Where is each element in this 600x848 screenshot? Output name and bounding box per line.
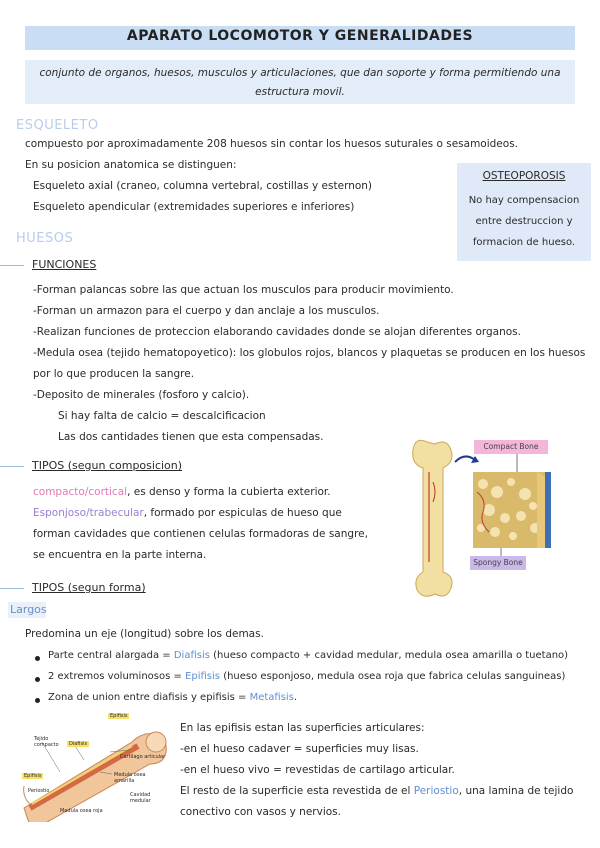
diafisis-term: Diafisis <box>173 650 210 661</box>
section-heading-esqueleto: ESQUELETO <box>16 118 99 133</box>
bullet-text: (hueso esponjoso, medula osea roja que fabrica celulas sanguineas) <box>220 671 566 682</box>
spongy-bone-label: Spongy Bone <box>470 556 526 570</box>
periostio-text: , una lamina de tejido <box>458 785 574 797</box>
bullet-text: 2 extremos voluminosos = <box>48 671 186 682</box>
funcion-line: por lo que producen la sangre. <box>33 368 195 380</box>
esponjoso-line-2: forman cavidades que contienen celulas formadoras de sangre, <box>33 528 368 540</box>
compacto-label: compacto/cortical <box>33 486 128 498</box>
largos-bullet-3 <box>48 692 297 703</box>
figure-label: Medula osea amarilla <box>114 772 146 784</box>
bullet-text: (hueso compacto + cavidad medular, medula osea amarilla o tuetano) <box>209 650 569 661</box>
bone-structure-figure <box>405 432 565 602</box>
largos-bullet-2 <box>48 671 565 682</box>
figure-label: Periostio <box>28 788 50 794</box>
arrow-line <box>0 588 24 589</box>
figure-label: Epifisis <box>110 713 128 719</box>
bullet <box>35 698 40 703</box>
osteoporosis-line: No hay compensacion <box>468 195 580 206</box>
esqueleto-line-1: compuesto por aproximadamente 208 huesos sin contar los huesos suturales o sesamoideos. <box>25 138 519 150</box>
esqueleto-line-3: Esqueleto axial (craneo, columna vertebral, costillas y esternon) <box>33 180 373 192</box>
osteoporosis-text <box>463 190 585 253</box>
page-title: APARATO LOCOMOTOR Y GENERALIDADES <box>126 28 474 44</box>
bullet <box>35 677 40 682</box>
long-bone-figure <box>20 712 172 822</box>
epifisis-line: -en el hueso vivo = revestidas de cartilago articular. <box>180 764 455 776</box>
bullet <box>35 656 40 661</box>
esponjoso-label: Esponjoso/trabecular <box>33 507 144 519</box>
osteoporosis-line: formacion de hueso. <box>472 237 576 248</box>
tipos-forma-heading: TIPOS (segun forma) <box>32 581 146 594</box>
bullet-text: Parte central alargada = <box>48 650 174 661</box>
epifisis-term: Epifisis <box>185 671 221 682</box>
figure-label: Tejido compacto <box>34 736 59 748</box>
figure-label: Medula osea roja <box>60 808 103 814</box>
osteoporosis-title: OSTEOPOROSIS <box>482 170 566 182</box>
compacto-line <box>33 486 331 498</box>
figure-label: Cartilago articular <box>120 754 166 760</box>
tipos-composicion-heading: TIPOS (segun composicion) <box>32 459 183 472</box>
funcion-line: Las dos cantidades tienen que esta compensadas. <box>58 431 324 443</box>
funcion-line: -Deposito de minerales (fosforo y calcio). <box>33 389 250 401</box>
funcion-line: -Forman palancas sobre las que actuan los musculos para producir movimiento. <box>33 284 454 296</box>
periostio-text: El resto de la superficie esta revestida de el <box>180 785 414 797</box>
osteoporosis-line: entre destruccion y <box>475 216 573 227</box>
arrow-line <box>0 265 24 266</box>
funcion-line: -Medula osea (tejido hematopoyetico): los globulos rojos, blancos y plaquetas se producen en los huesos <box>33 347 586 359</box>
funcion-line: -Realizan funciones de proteccion elaborando cavidades donde se alojan diferentes organos. <box>33 326 521 338</box>
funcion-line: Si hay falta de calcio = descalcificacion <box>58 410 266 422</box>
esponjoso-rest: , formado por espiculas de hueso que <box>143 507 342 519</box>
compact-bone-label: Compact Bone <box>474 440 548 454</box>
arrow-line <box>0 466 24 467</box>
bullet-text: . <box>293 692 298 703</box>
figure-label: Cavidad medular <box>130 792 151 804</box>
definition-text: conjunto de organos, huesos, musculos y articulaciones, que dan soporte y forma permitiendo una estructura movil. <box>39 67 561 98</box>
esponjoso-line <box>33 507 342 519</box>
metafisis-term: Metafisis <box>249 692 294 703</box>
funciones-heading: FUNCIONES <box>32 258 97 271</box>
figure-label: Diafisis <box>69 741 88 747</box>
funcion-line: -Forman un armazon para el cuerpo y dan anclaje a los musculos. <box>33 305 380 317</box>
periostio-line-2: conectivo con vasos y nervios. <box>180 806 341 818</box>
largos-heading: Largos <box>10 603 47 616</box>
largos-intro: Predomina un eje (longitud) sobre los demas. <box>25 628 264 640</box>
periostio-term: Periostio <box>413 785 459 797</box>
largos-bullet-1 <box>48 650 568 661</box>
esponjoso-line-3: se encuentra en la parte interna. <box>33 549 207 561</box>
periostio-line <box>180 785 573 797</box>
epifisis-line: -en el hueso cadaver = superficies muy lisas. <box>180 743 419 755</box>
epifisis-line: En las epifisis estan las superficies articulares: <box>180 722 425 734</box>
figure-label: Epifisis <box>24 773 42 779</box>
compacto-rest: , es denso y forma la cubierta exterior. <box>127 486 331 498</box>
esqueleto-line-2: En su posicion anatomica se distinguen: <box>25 159 237 171</box>
bullet-text: Zona de union entre diafisis y epifisis = <box>48 692 250 703</box>
esqueleto-line-4: Esqueleto apendicular (extremidades superiores e inferiores) <box>33 201 355 213</box>
section-heading-huesos: HUESOS <box>16 231 74 246</box>
